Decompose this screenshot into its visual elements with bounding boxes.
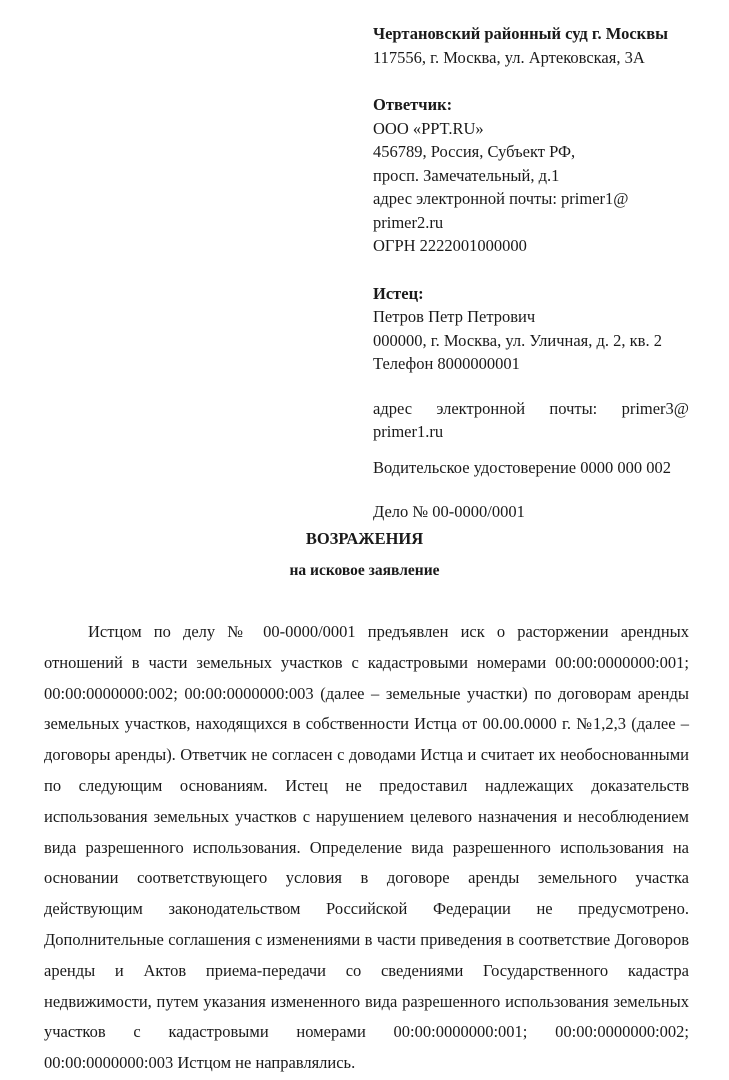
defendant-org: ООО «PPT.RU» xyxy=(373,118,484,138)
defendant-email-line1: адрес электронной почты: primer1@ xyxy=(373,189,629,208)
document-title: ВОЗРАЖЕНИЯ xyxy=(305,529,424,548)
plaintiff-name: Петров Петр Петрович xyxy=(373,307,536,326)
address-block xyxy=(373,22,689,524)
court-address: 117556, г. Москва, ул. Артековская, 3А xyxy=(373,47,645,67)
defendant-address-line1: 456789, Россия, Субъект РФ, xyxy=(373,142,576,161)
defendant-email-line2: primer2.ru xyxy=(373,212,444,232)
plaintiff-email-line1: адрес электронной почты: primer3@ xyxy=(373,398,689,418)
plaintiff-address: 000000, г. Москва, ул. Уличная, д. 2, кв. 2 xyxy=(373,330,662,350)
body-paragraph: Истцом по делу № 00-0000/0001 предъявлен иск о расторжении арендных отношений в части земельных участков с кадастровыми номерами 00:00:0000000:001; 00:00:0000000:002; 00:00:0000000:003 (далее – земельные участки) по договорам аренды земельных участков, находящихся в собственности Истца от 00.00.0000 г. №1,2,3 (далее – договоры аренды). Ответчик не согласен с доводами Истца и считает их необоснованными по следующим основаниям. Истец не предоставил надлежащих доказательств использования земельных участков с нарушением целевого назначения и несоблюдением вида разрешенного использования. Определение вида разрешенного использования на основании соответствующего условия в договоре аренды земельного участка действующим законодательством Российской Федерации не предусмотрено. Дополнительные соглашения с изменениями в части приведения в соответствие Договоров аренды и Актов приема-передачи со сведениями Государственного кадастра недвижимости, путем указания измененного вида разрешенного использования земельных участков с кадастровыми номерами 00:00:0000000:001; 00:00:0000000:002; 00:00:0000000:003 Истцом не направлялись. xyxy=(44,622,689,1073)
case-number: Дело № 00-0000/0001 xyxy=(373,502,525,521)
court-name: Чертановский районный суд г. Москвы xyxy=(373,24,668,43)
plaintiff-license: Водительское удостоверение 0000 000 002 xyxy=(373,457,671,477)
defendant-ogrn: ОГРН 2222001000000 xyxy=(373,236,527,255)
defendant-address-line2: просп. Замечательный, д.1 xyxy=(373,165,560,185)
plaintiff-email-line2: primer1.ru xyxy=(373,422,444,441)
plaintiff-phone: Телефон 8000000001 xyxy=(373,354,520,373)
defendant-heading: Ответчик: xyxy=(373,95,453,114)
document-subtitle: на исковое заявление xyxy=(289,562,440,579)
plaintiff-heading: Истец: xyxy=(373,283,424,303)
